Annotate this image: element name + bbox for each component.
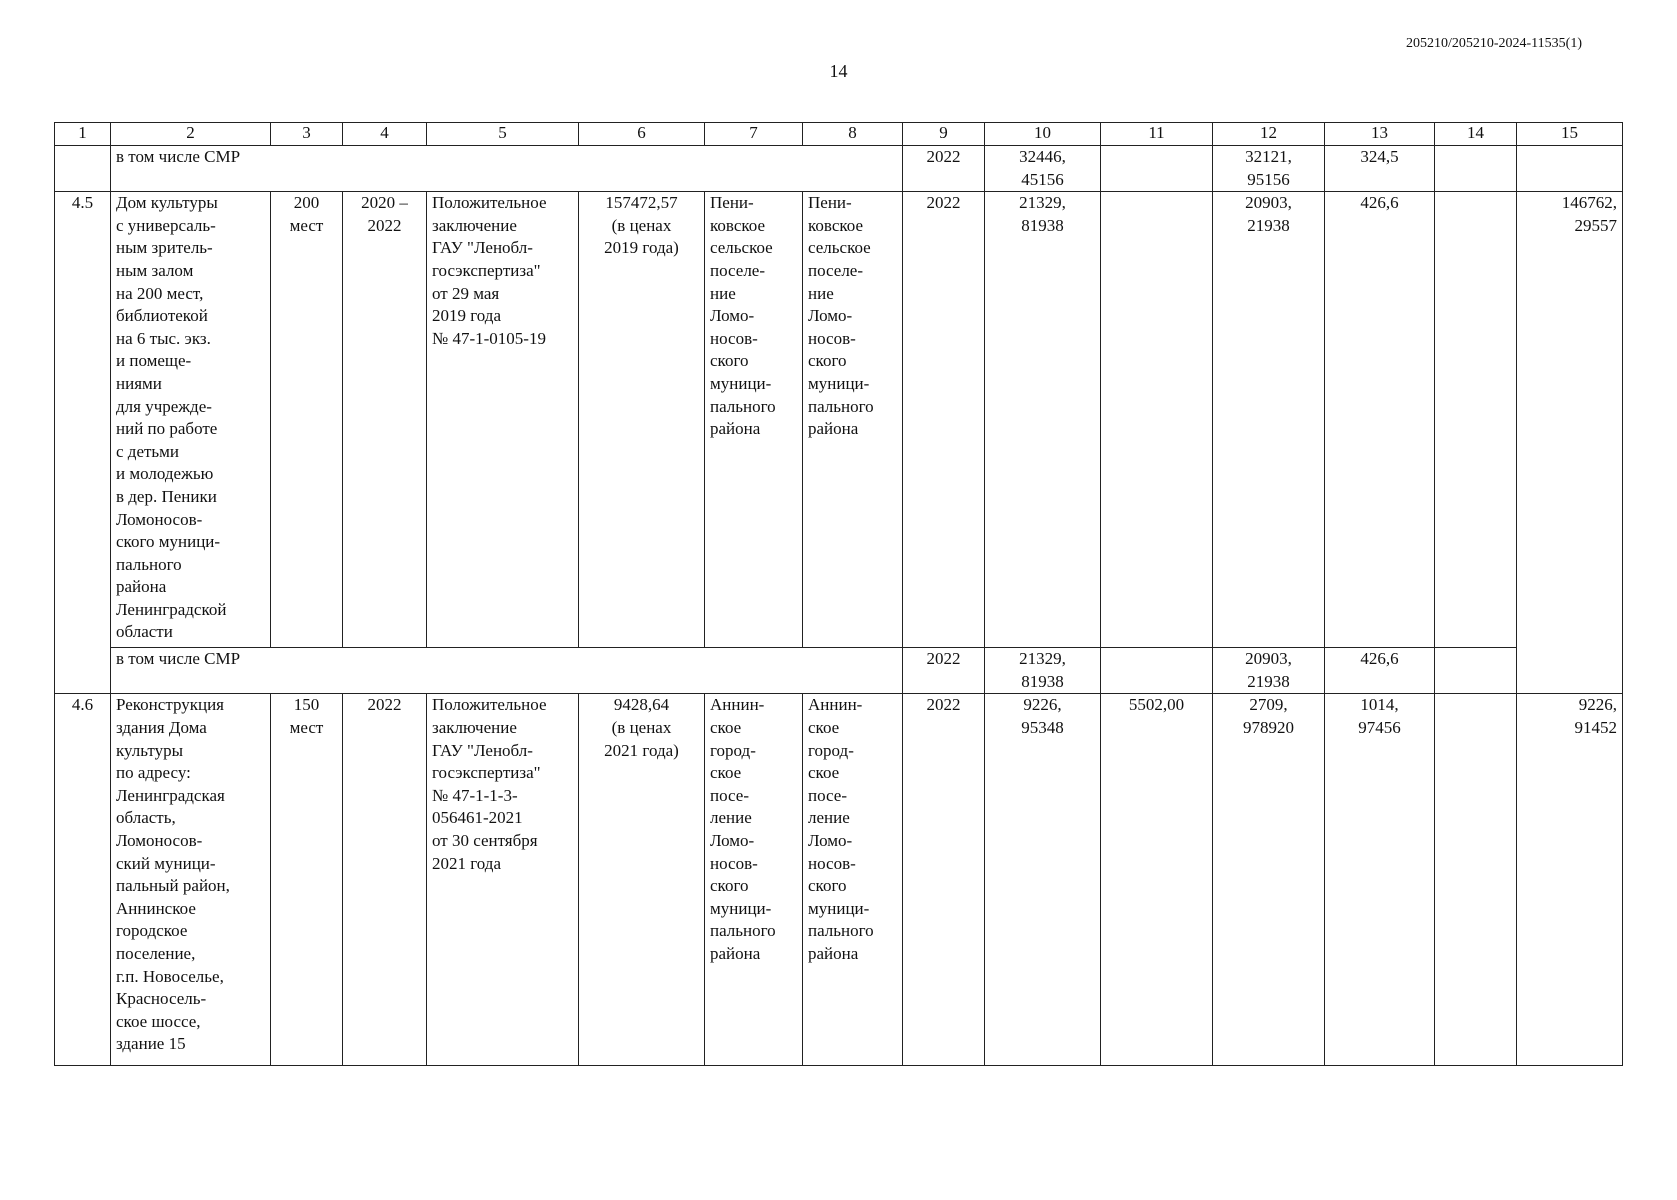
- column-header-11: 11: [1101, 123, 1213, 146]
- column-header-1: 1: [55, 123, 111, 146]
- cell-col13: 324,5: [1325, 146, 1435, 192]
- object-capacity: 200 мест: [271, 192, 343, 648]
- customer: Пени- ковское сельское поселе- ние Ломо- носов- ского муници- пального района: [705, 192, 803, 648]
- cell-col14: [1435, 192, 1517, 648]
- column-header-4: 4: [343, 123, 427, 146]
- cell-col10: 21329, 81938: [985, 192, 1101, 648]
- column-header-9: 9: [903, 123, 985, 146]
- cell-col15: 9226, 91452: [1517, 694, 1623, 1066]
- estimated-cost: 157472,57 (в ценах 2019 года): [579, 192, 705, 648]
- estimated-cost: 9428,64 (в ценах 2021 года): [579, 694, 705, 1066]
- cell-col12: 2709, 978920: [1213, 694, 1325, 1066]
- column-header-10: 10: [985, 123, 1101, 146]
- cell-year: 2022: [903, 694, 985, 1066]
- page-number: 14: [829, 61, 848, 81]
- column-header-14: 14: [1435, 123, 1517, 146]
- smr-label: в том числе СМР: [111, 146, 903, 192]
- column-header-7: 7: [705, 123, 803, 146]
- object-name: Дом культуры с универсаль- ным зритель- ным залом на 200 мест, библиотекой на 6 тыс. экз. и помеще- ниями для учрежде- ний по работе с детьми и молодежью в дер. Пеники Ломоносов- ского муници- пального района Ленинградской области: [111, 192, 271, 648]
- column-header-5: 5: [427, 123, 579, 146]
- cell-year: 2022: [903, 146, 985, 192]
- investment-table: [54, 122, 1623, 1066]
- object-capacity: 150 мест: [271, 694, 343, 1066]
- document-id: 205210/205210-2024-11535(1): [1405, 36, 1582, 51]
- cell-col12: 20903, 21938: [1213, 648, 1325, 694]
- cell-col15: 146762, 29557: [1517, 192, 1623, 694]
- cell-col11: [1101, 146, 1213, 192]
- cell-col14: [1435, 648, 1517, 694]
- expertise-conclusion: Положительное заключение ГАУ "Ленобл- госэкспертиза" № 47-1-1-3- 056461-2021 от 30 сентября 2021 года: [427, 694, 579, 1066]
- cell-col11: [1101, 192, 1213, 648]
- column-header-6: 6: [579, 123, 705, 146]
- object-name: Реконструкция здания Дома культуры по адресу: Ленинградская область, Ломоносов- ский муници- пальный район, Аннинское городское поселение, г.п. Новоселье, Красносель- ское шоссе, здание 15: [111, 694, 271, 1066]
- cell-col13: 426,6: [1325, 192, 1435, 648]
- column-number-row: [55, 123, 1623, 146]
- cell-num: [55, 146, 111, 192]
- customer: Аннин- ское город- ское посе- ление Ломо- носов- ского муници- пального района: [705, 694, 803, 1066]
- cell-col15: [1517, 146, 1623, 192]
- column-header-12: 12: [1213, 123, 1325, 146]
- column-header-8: 8: [803, 123, 903, 146]
- cell-col14: [1435, 694, 1517, 1066]
- column-header-2: 2: [111, 123, 271, 146]
- expertise-conclusion: Положительное заключение ГАУ "Ленобл- госэкспертиза" от 29 мая 2019 года № 47-1-0105-19: [427, 192, 579, 648]
- construction-period: 2022: [343, 694, 427, 1066]
- table-row-continuation-smr: [55, 146, 1623, 192]
- cell-col13: 1014, 97456: [1325, 694, 1435, 1066]
- column-header-15: 15: [1517, 123, 1623, 146]
- smr-label: в том числе СМР: [111, 648, 903, 694]
- cell-year: 2022: [903, 648, 985, 694]
- cell-col11: 5502,00: [1101, 694, 1213, 1066]
- table-row-item-4-5: [55, 192, 1623, 648]
- item-number: 4.6: [55, 694, 111, 1066]
- cell-col11: [1101, 648, 1213, 694]
- column-header-13: 13: [1325, 123, 1435, 146]
- table-row-item-4-5-smr: [55, 648, 1623, 694]
- cell-col10: 32446, 45156: [985, 146, 1101, 192]
- cell-col12: 32121, 95156: [1213, 146, 1325, 192]
- table-row-item-4-6: [55, 694, 1623, 1066]
- recipient: Пени- ковское сельское поселе- ние Ломо- носов- ского муници- пального района: [803, 192, 903, 648]
- cell-col12: 20903, 21938: [1213, 192, 1325, 648]
- recipient: Аннин- ское город- ское посе- ление Ломо- носов- ского муници- пального района: [803, 694, 903, 1066]
- item-number: 4.5: [55, 192, 111, 694]
- cell-col13: 426,6: [1325, 648, 1435, 694]
- column-header-3: 3: [271, 123, 343, 146]
- cell-year: 2022: [903, 192, 985, 648]
- cell-col14: [1435, 146, 1517, 192]
- cell-col10: 9226, 95348: [985, 694, 1101, 1066]
- construction-period: 2020 – 2022: [343, 192, 427, 648]
- cell-col10: 21329, 81938: [985, 648, 1101, 694]
